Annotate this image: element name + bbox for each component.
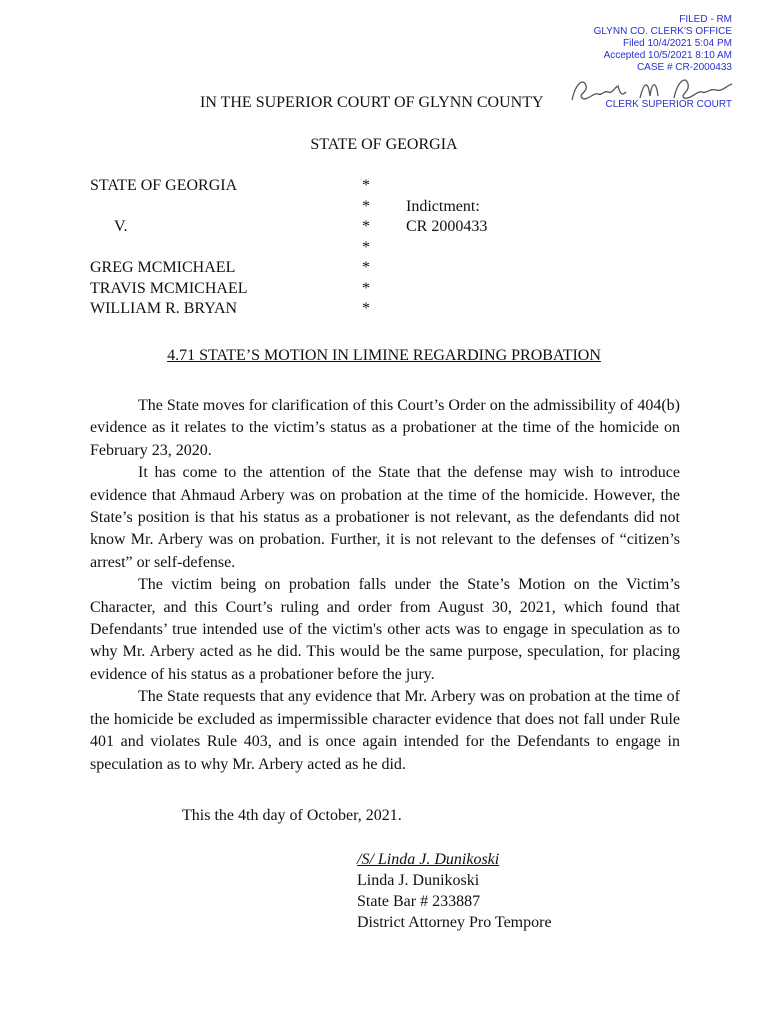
- caption-parties: [90, 176, 350, 320]
- star: *: [362, 300, 370, 317]
- party-line: TRAVIS MCMICHAEL: [90, 279, 248, 297]
- star: *: [362, 218, 370, 235]
- indictment-number: CR 2000433: [406, 218, 488, 235]
- date-line: This the 4th day of October, 2021.: [182, 807, 402, 824]
- body-paragraph: The victim being on probation falls under the State’s Motion on the Victim’s Character, and this Court’s ruling and order from August 30, 2021, which found that Defendants’ true intended use of the victim's other acts was to engage in speculation as to why Mr. Arbery acted as he did. This would be the same purpose, speculation, for placing evidence of his status as a probationer before the jury.: [90, 576, 680, 683]
- star: *: [362, 238, 370, 256]
- party-line: [90, 197, 350, 218]
- star: *: [362, 279, 370, 297]
- electronic-signature: /S/ Linda J. Dunikoski: [357, 851, 500, 868]
- motion-title: 4.71 STATE’S MOTION IN LIMINE REGARDING PROBATION: [167, 347, 601, 364]
- party-line: GREG MCMICHAEL: [90, 259, 236, 276]
- indictment-label: Indictment:: [406, 197, 480, 215]
- body-paragraph: The State moves for clarification of this Court’s Order on the admissibility of 404(b) evidence as it relates to the victim’s status as a probationer at the time of the homicide on February 23, 2020.: [90, 397, 680, 459]
- signer-name: Linda J. Dunikoski: [357, 872, 480, 889]
- party-line: STATE OF GEORGIA: [90, 177, 238, 194]
- stamp-line: Filed 10/4/2021 5:04 PM: [623, 38, 732, 49]
- state-heading: STATE OF GEORGIA: [310, 136, 458, 153]
- stamp-line: GLYNN CO. CLERK'S OFFICE: [593, 26, 732, 37]
- stamp-line: CASE # CR-2000433: [636, 62, 732, 73]
- star: *: [362, 197, 370, 215]
- court-heading: IN THE SUPERIOR COURT OF GLYNN COUNTY: [200, 94, 544, 111]
- motion-body: [90, 395, 680, 776]
- caption-indictment: [406, 197, 487, 238]
- party-line: WILLIAM R. BRYAN: [90, 300, 238, 317]
- signer-title: District Attorney Pro Tempore: [357, 914, 552, 931]
- star: *: [362, 259, 370, 276]
- signature-block: [357, 849, 552, 933]
- stamp-clerk-label: CLERK SUPERIOR COURT: [605, 99, 732, 110]
- party-line: [90, 238, 350, 259]
- stamp-line: Accepted 10/5/2021 8:10 AM: [603, 50, 732, 61]
- star: *: [362, 177, 370, 194]
- body-paragraph: The State requests that any evidence that Mr. Arbery was on probation at the time of the homicide be excluded as impermissible character evidence that does not fall under Rule 401 and violates Rule 403, and is once again intended for the Defendants to engage in speculation as to why Mr. Arbery acted as he did.: [90, 688, 680, 773]
- stamp-line: FILED - RM: [679, 14, 732, 25]
- caption-stars: [362, 176, 382, 320]
- party-line: V.: [114, 218, 128, 235]
- signer-bar-number: State Bar # 233887: [357, 893, 481, 910]
- body-paragraph: It has come to the attention of the State that the defense may wish to introduce evidence that Ahmaud Arbery was on probation at the time of the homicide. However, the State’s position is that his status as a probationer is not relevant, as the defendants did not know Mr. Arbery was on probation. Further, it is not relevant to the defenses of “citizen’s arrest” or self-defense.: [90, 464, 680, 571]
- filing-stamp: [594, 14, 732, 74]
